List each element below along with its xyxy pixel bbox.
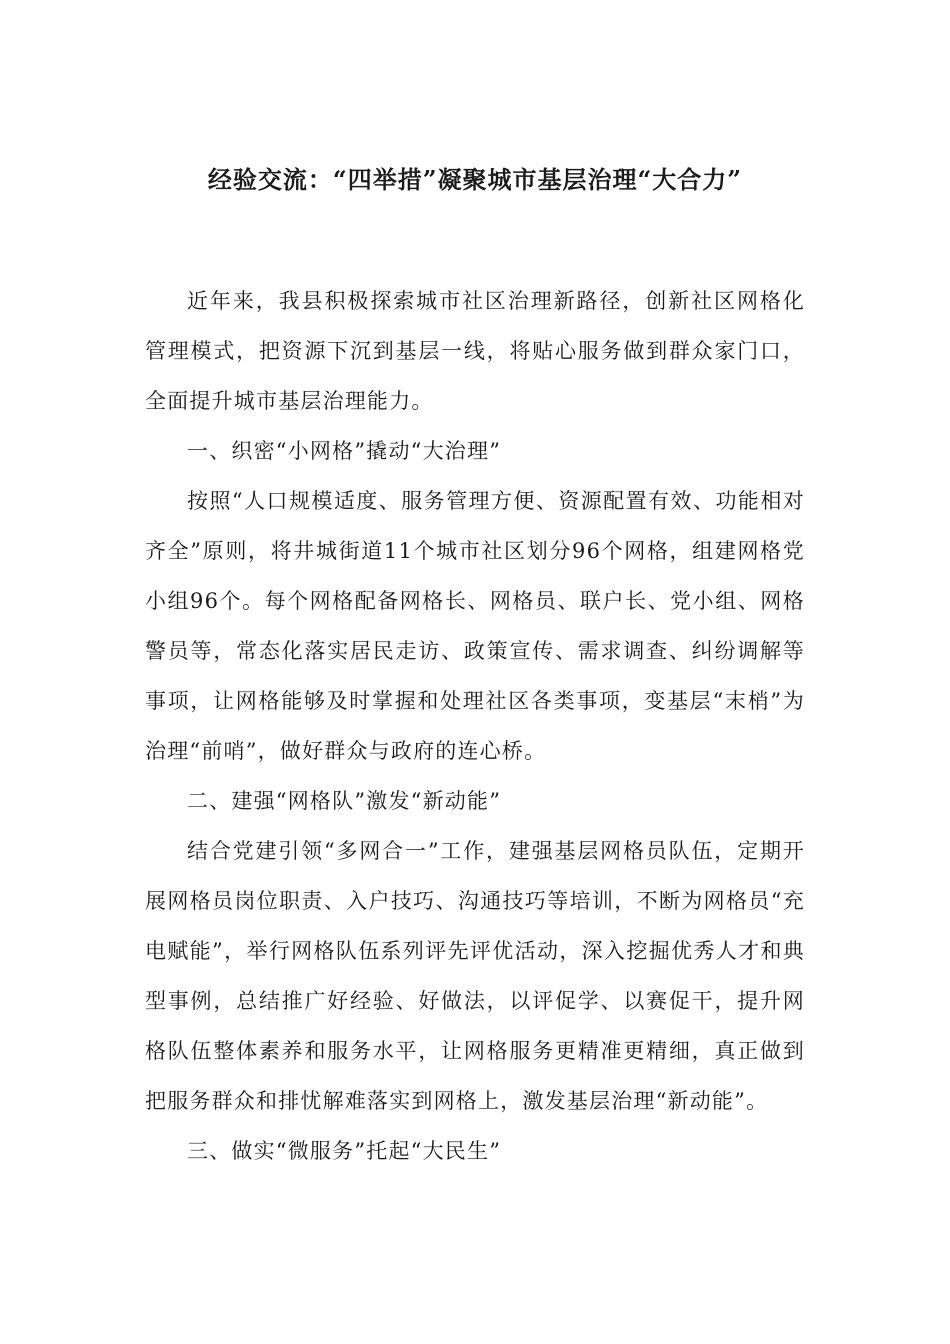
section-2-heading: 二、建强“网格队”激发“新动能” xyxy=(187,789,502,813)
document-body xyxy=(145,276,805,1176)
section-1-heading: 一、织密“小网格”撬动“大治理” xyxy=(187,439,502,463)
document-title: 经验交流：“四举措”凝聚城市基层治理“大合力” xyxy=(207,165,743,194)
section-2-body: 结合党建引领“多网合一”工作，建强基层网格员队伍，定期开展网格员岗位职责、入户技巧、沟通技巧等培训，不断为网格员“充电赋能”，举行网格队伍系列评先评优活动，深入挖掘优秀人才和典型事例，总结推广好经验、好做法，以评促学、以赛促干，提升网格队伍整体素养和服务水平，让网格服务更精准更精细，真正做到把服务群众和排忧解难落实到网格上，激发基层治理“新动能”。 xyxy=(145,839,805,1113)
intro-paragraph: 近年来，我县积极探索城市社区治理新路径，创新社区网格化管理模式，把资源下沉到基层一线，将贴心服务做到群众家门口，全面提升城市基层治理能力。 xyxy=(145,289,805,413)
section-1-body: 按照“人口规模适度、服务管理方便、资源配置有效、功能相对齐全”原则，将井城街道11个城市社区划分96个网格，组建网格党小组96个。每个网格配备网格长、网格员、联户长、党小组、网格警员等，常态化落实居民走访、政策宣传、需求调查、纠纷调解等事项，让网格能够及时掌握和处理社区各类事项，变基层“末梢”为治理“前哨”，做好群众与政府的连心桥。 xyxy=(145,489,805,763)
section-3-heading: 三、做实“微服务”托起“大民生” xyxy=(187,1139,502,1163)
